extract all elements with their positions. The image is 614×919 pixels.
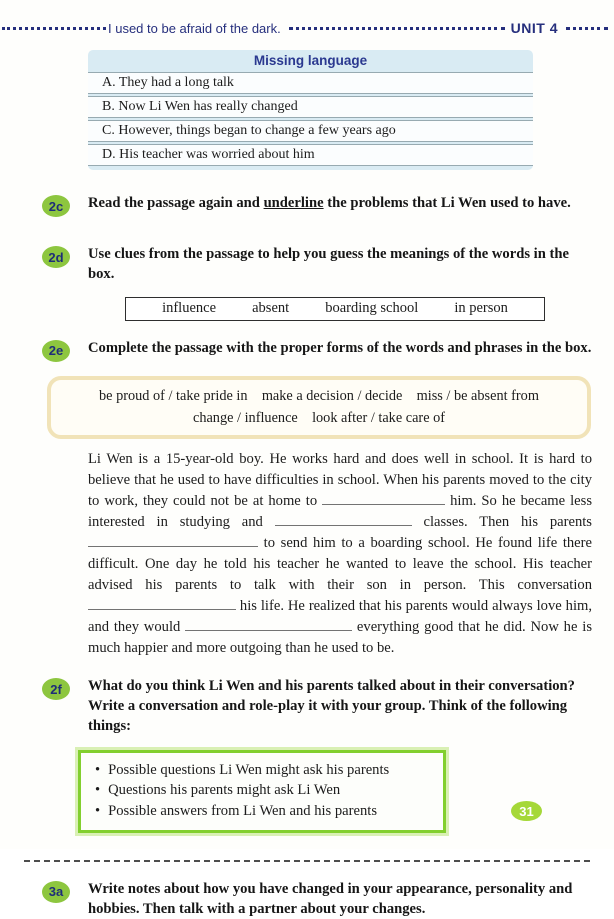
page-header-title: I used to be afraid of the dark. (108, 20, 281, 36)
table-row: C. However, things began to change a few years ago (88, 120, 533, 142)
passage-text: his life. He realized that his parents would always love him, and they would (88, 598, 592, 635)
passage-text: classes. Then his parents (411, 514, 592, 530)
phrase: make a decision / decide (261, 387, 403, 404)
vocabulary-word-box (125, 297, 545, 321)
list-item-text: Questions his parents might ask Li Wen (108, 782, 341, 799)
exercise-2f (42, 677, 614, 737)
exercise-badge-3a: 3a (42, 881, 70, 903)
vocabulary-word: absent (252, 299, 290, 316)
phrase-word-box (47, 376, 591, 439)
vocabulary-word: influence (162, 299, 217, 316)
blank-line-3 (88, 534, 258, 547)
passage-text: Li Wen is a 15-year-old boy. He works hard and does well in school. It is hard to believe that he used to have difficulties in school. When his parents moved to the city to work, they could not be at home to (88, 451, 592, 509)
phrase: miss / be absent from (416, 387, 539, 404)
list-item-text: Possible answers from Li Wen and his parents (108, 802, 378, 819)
vocabulary-word: in person (454, 299, 508, 316)
blank-line-2 (275, 513, 412, 526)
passage-text: him. So he became less interested in studying and (88, 493, 593, 530)
dotted-leader-left (2, 27, 106, 30)
list-item-text: Possible questions Li Wen might ask his parents (108, 761, 390, 778)
exercise-3a-instruction: Write notes about how you have changed in your appearance, personality and hobbies. Then talk with a partner about your changes. (88, 880, 573, 917)
underlined-word: underline (263, 195, 324, 211)
exercise-badge-2e: 2e (42, 340, 70, 362)
list-item (93, 760, 433, 781)
dashed-separator (24, 860, 590, 862)
table-row: D. His teacher was worried about him (88, 144, 533, 166)
blank-line-1 (322, 492, 445, 505)
table-row: B. Now Li Wen has really changed (88, 96, 533, 118)
list-item (93, 780, 433, 801)
exercise-2d (42, 245, 614, 285)
blank-line-4 (88, 597, 236, 610)
exercise-2c-instruction (88, 194, 592, 217)
passage-text: everything good that he did. Now he is much happier and more outgoing than he used to be. (88, 619, 592, 656)
bullet-icon: • (95, 782, 101, 799)
table-row: A. They had a long talk (88, 72, 533, 94)
phrase-row (63, 385, 575, 407)
exercise-2e-instruction: Complete the passage with the proper forms of the words and phrases in the box. (88, 339, 592, 356)
instruction-text: Read the passage again and (88, 195, 264, 211)
phrase: be proud of / take pride in (99, 387, 248, 404)
page-header (0, 0, 614, 36)
missing-language-table (88, 50, 533, 170)
vocabulary-word: boarding school (325, 299, 419, 316)
discussion-points-box (78, 750, 446, 833)
bullet-icon: • (95, 802, 101, 819)
exercise-3a (42, 880, 614, 919)
blank-line-5 (185, 618, 352, 631)
missing-language-title: Missing language (253, 53, 368, 68)
unit-label: UNIT 4 (510, 20, 558, 36)
exercise-badge-2d: 2d (42, 246, 70, 268)
list-item (93, 801, 433, 822)
dotted-leader-middle (289, 27, 505, 30)
exercise-2e (42, 339, 614, 362)
phrase: look after / take care of (312, 409, 446, 426)
phrase: change / influence (192, 409, 298, 426)
exercise-2c (42, 194, 614, 217)
exercise-badge-2c: 2c (42, 195, 70, 217)
exercise-2d-instruction: Use clues from the passage to help you guess the meanings of the words in the box. (88, 246, 569, 282)
exercise-badge-2f: 2f (42, 678, 70, 700)
page-number-badge: 31 (511, 801, 542, 821)
exercise-2f-instruction: What do you think Li Wen and his parents talked about in their conversation? Write a conversation and role-play it with your group. Think of the following things: (88, 678, 575, 734)
passage-text: to send him to a boarding school. He found life there difficult. One day he told his teacher he wanted to leave the school. His teacher advised his parents to talk with their son in person. This conversation (88, 535, 592, 593)
dotted-leader-right (566, 27, 608, 30)
cloze-passage (88, 449, 592, 659)
phrase-row (63, 407, 575, 429)
bullet-icon: • (95, 761, 101, 778)
instruction-text: the problems that Li Wen used to have. (323, 195, 571, 211)
